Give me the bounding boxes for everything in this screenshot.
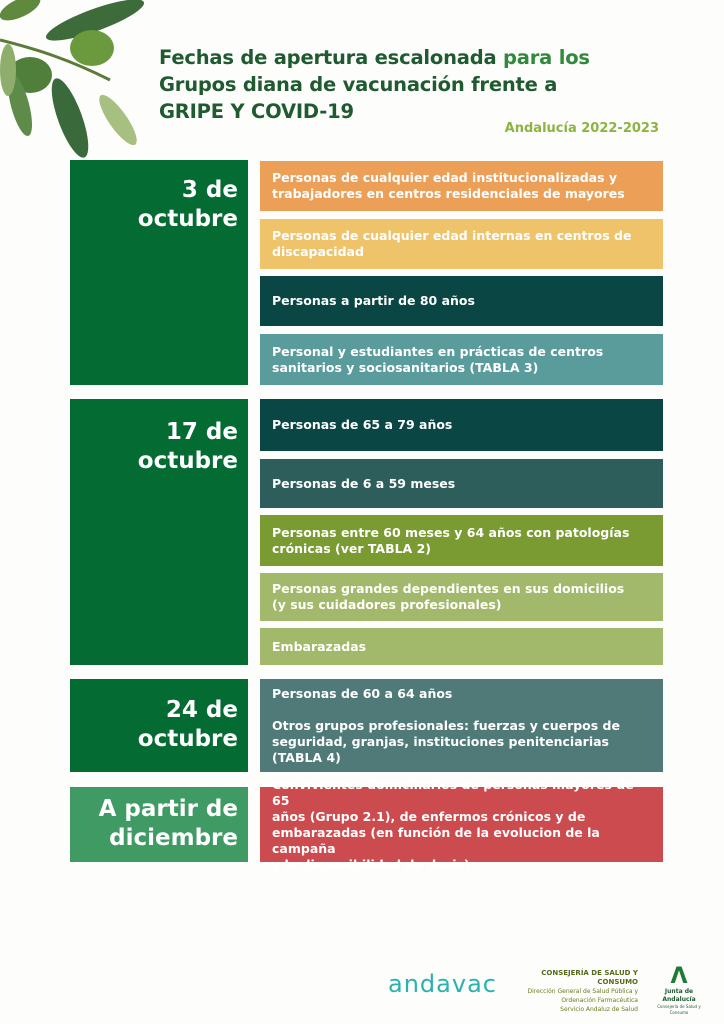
consejeria-line2: Servicio Andaluz de Salud	[560, 1006, 638, 1013]
group-row	[260, 161, 663, 211]
date-block-24-octubre	[70, 679, 248, 772]
date-line1: 24 de	[165, 697, 238, 723]
consejeria-logo	[508, 969, 638, 1014]
junta-sub: Consejería de Salud y Consumo	[657, 1004, 701, 1015]
group-text: Personas grandes dependientes en sus domicilios (y sus cuidadores profesionales)	[272, 581, 625, 612]
group-text: Personas de 65 a 79 años	[272, 417, 453, 432]
group-row	[260, 628, 663, 665]
title-line3: GRIPE Y COVID-19	[159, 100, 354, 123]
group-text: Personal y estudiantes en prácticas de centros sanitarios y sociosanitarios (TABLA 3)	[272, 343, 604, 375]
group-text: Personas a partir de 80 años	[272, 293, 475, 308]
date-block-3-octubre	[70, 160, 248, 385]
junta-andalucia-logo	[652, 966, 706, 1016]
andavac-logo: andavac	[388, 970, 497, 998]
group-row	[260, 573, 663, 621]
group-text: Personas de 60 a 64 años Otros grupos profesionales: fuerzas y cuerpos de seguridad, granjas, instituciones penitenciarias (TABLA 4)	[272, 685, 620, 765]
group-row	[260, 276, 663, 326]
group-row	[260, 679, 663, 772]
group-row	[260, 776, 663, 872]
group-row	[260, 459, 663, 508]
date-line1: 17 de	[165, 419, 238, 445]
group-text: Personas entre 60 meses y 64 años con patologías crónicas (ver TABLA 2)	[272, 524, 630, 556]
date-line1: 3 de	[181, 177, 238, 203]
junta-emblem-icon: Ʌ	[670, 964, 688, 989]
group-text: Embarazadas	[272, 638, 367, 654]
group-text: Convivientes domiciliarios de personas mayores de 65 años (Grupo 2.1), de enfermos crónicos y de embarazadas (en función de la evolucion de la campaña y la disponibilidad de dosis)	[272, 776, 634, 872]
region-year-subtitle: Andalucía 2022-2023	[504, 121, 659, 136]
group-text: Personas de 6 a 59 meses	[272, 475, 456, 491]
title-line1-light: para los	[496, 46, 590, 69]
date-line2: octubre	[137, 726, 238, 752]
title-line1-dark: Fechas de apertura escalonada	[159, 46, 497, 69]
olive-branch-illustration	[0, 0, 160, 160]
junta-title: Junta de Andalucía	[662, 988, 696, 1003]
date-block-a-partir-de-diciembre	[70, 787, 248, 862]
title-line2: Grupos diana de vacunación frente a	[159, 73, 558, 96]
date-line2: octubre	[137, 448, 238, 474]
group-row	[260, 219, 663, 269]
consejeria-title: CONSEJERÍA DE SALUD Y CONSUMO	[541, 969, 638, 986]
group-row	[260, 515, 663, 566]
group-text: Personas de cualquier edad institucionalizadas y trabajadores en centros residenciales de mayores	[272, 170, 625, 201]
consejeria-line1: Dirección General de Salud Pública y Ordenación Farmacéutica	[527, 988, 638, 1004]
group-row	[260, 334, 663, 385]
page-title	[159, 44, 639, 125]
date-block-17-octubre	[70, 399, 248, 665]
date-line1: A partir de	[98, 796, 238, 822]
date-line2: diciembre	[109, 825, 238, 851]
group-row	[260, 399, 663, 451]
group-text: Personas de cualquier edad internas en centros de discapacidad	[272, 228, 632, 259]
date-line2: octubre	[137, 206, 238, 232]
